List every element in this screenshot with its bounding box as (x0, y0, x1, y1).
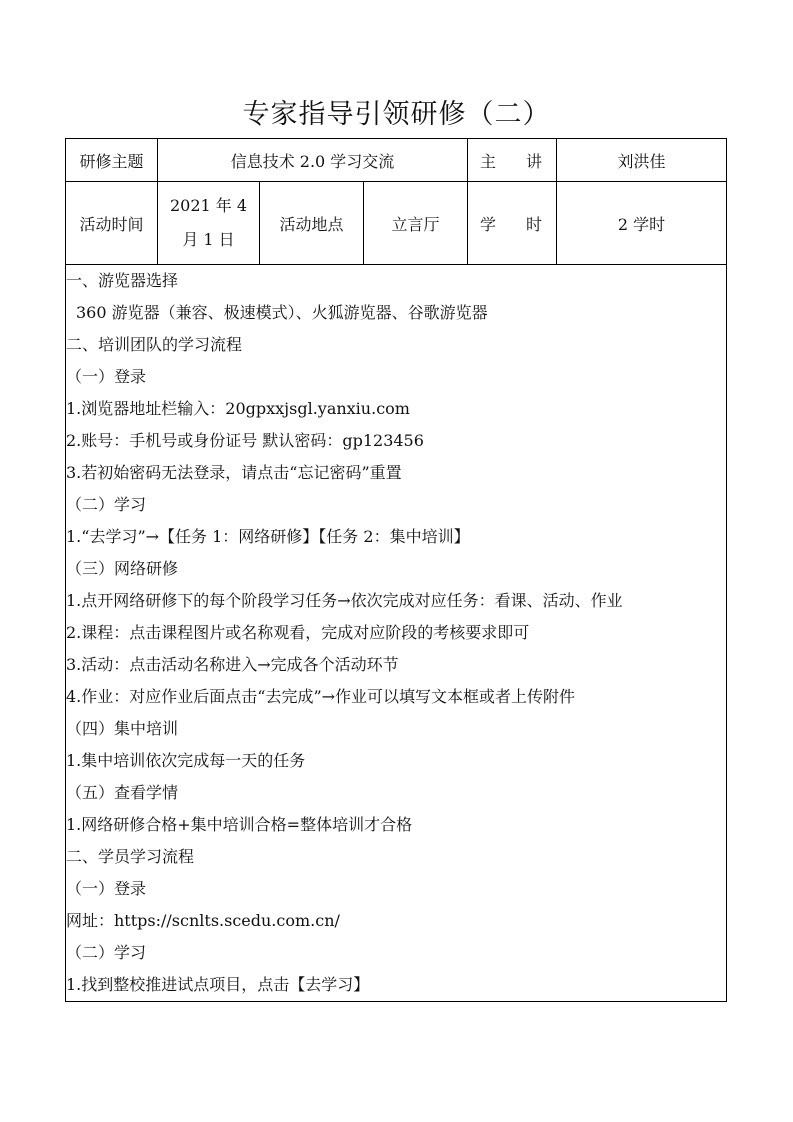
content-line: （一）登录 (66, 879, 147, 898)
content-row (66, 265, 727, 1002)
date-value (158, 182, 260, 265)
content-line: 3.活动：点击活动名称进入→完成各个活动环节 (66, 655, 399, 674)
content-line: 3.若初始密码无法登录，请点击“忘记密码”重置 (66, 463, 402, 482)
place-label: 活动地点 (260, 182, 364, 265)
page-title: 专家指导引领研修（二） (242, 99, 551, 130)
speaker-label-char-2: 讲 (525, 151, 542, 171)
content-line: 360 游览器（兼容、极速模式）、火狐游览器、谷歌游览器 (76, 303, 488, 322)
date-line-2: 月 1 日 (182, 230, 235, 249)
content-line: （五）查看学情 (66, 783, 179, 802)
content-line: 4.作业：对应作业后面点击“去完成”→作业可以填写文本框或者上传附件 (66, 687, 576, 706)
content-line: 二、培训团队的学习流程 (66, 335, 243, 354)
time-row (66, 182, 727, 265)
content-line: 1.点开网络研修下的每个阶段学习任务→依次完成对应任务：看课、活动、作业 (66, 591, 623, 610)
hours-value: 2 学时 (557, 182, 727, 265)
content-line: 1.集中培训依次完成每一天的任务 (66, 751, 306, 770)
content-line: （三）网络研修 (66, 559, 179, 578)
date-line-1: 2021 年 4 (169, 196, 248, 215)
topic-label: 研修主题 (66, 139, 158, 182)
content-line: 一、游览器选择 (66, 271, 179, 290)
topic-value: 信息技术 2.0 学习交流 (158, 139, 468, 182)
content-line: （二）学习 (66, 943, 147, 962)
content-line: 1.找到整校推进试点项目，点击【去学习】 (66, 975, 370, 994)
content-cell (66, 265, 727, 1002)
place-value: 立言厅 (364, 182, 468, 265)
content-line: （二）学习 (66, 495, 147, 514)
content-line: 网址：https://scnlts.scedu.com.cn/ (66, 911, 340, 930)
content-line: 1.“去学习”→【任务 1：网络研修】【任务 2：集中培训】 (66, 527, 470, 546)
content-line: 1.网络研修合格+集中培训合格=整体培训才合格 (66, 815, 413, 834)
speaker-label (468, 139, 557, 182)
content-line: （一）登录 (66, 367, 147, 386)
content-line: 2.账号：手机号或身份证号 默认密码：gp123456 (66, 431, 424, 450)
content-line: 2.课程：点击课程图片或名称观看，完成对应阶段的考核要求即可 (66, 623, 530, 642)
speaker-value: 刘洪佳 (557, 139, 727, 182)
hours-label (468, 182, 557, 265)
time-label: 活动时间 (66, 182, 158, 265)
speaker-label-char-1: 主 (480, 151, 497, 171)
topic-row (66, 139, 727, 182)
hours-label-char-1: 学 (480, 214, 497, 234)
content-line: （四）集中培训 (66, 719, 179, 738)
content-line: 1.浏览器地址栏输入：20gpxxjsgl.yanxiu.com (66, 399, 410, 418)
content-line: 二、学员学习流程 (66, 847, 195, 866)
hours-label-char-2: 时 (525, 214, 542, 234)
activity-form-table (65, 138, 727, 1002)
